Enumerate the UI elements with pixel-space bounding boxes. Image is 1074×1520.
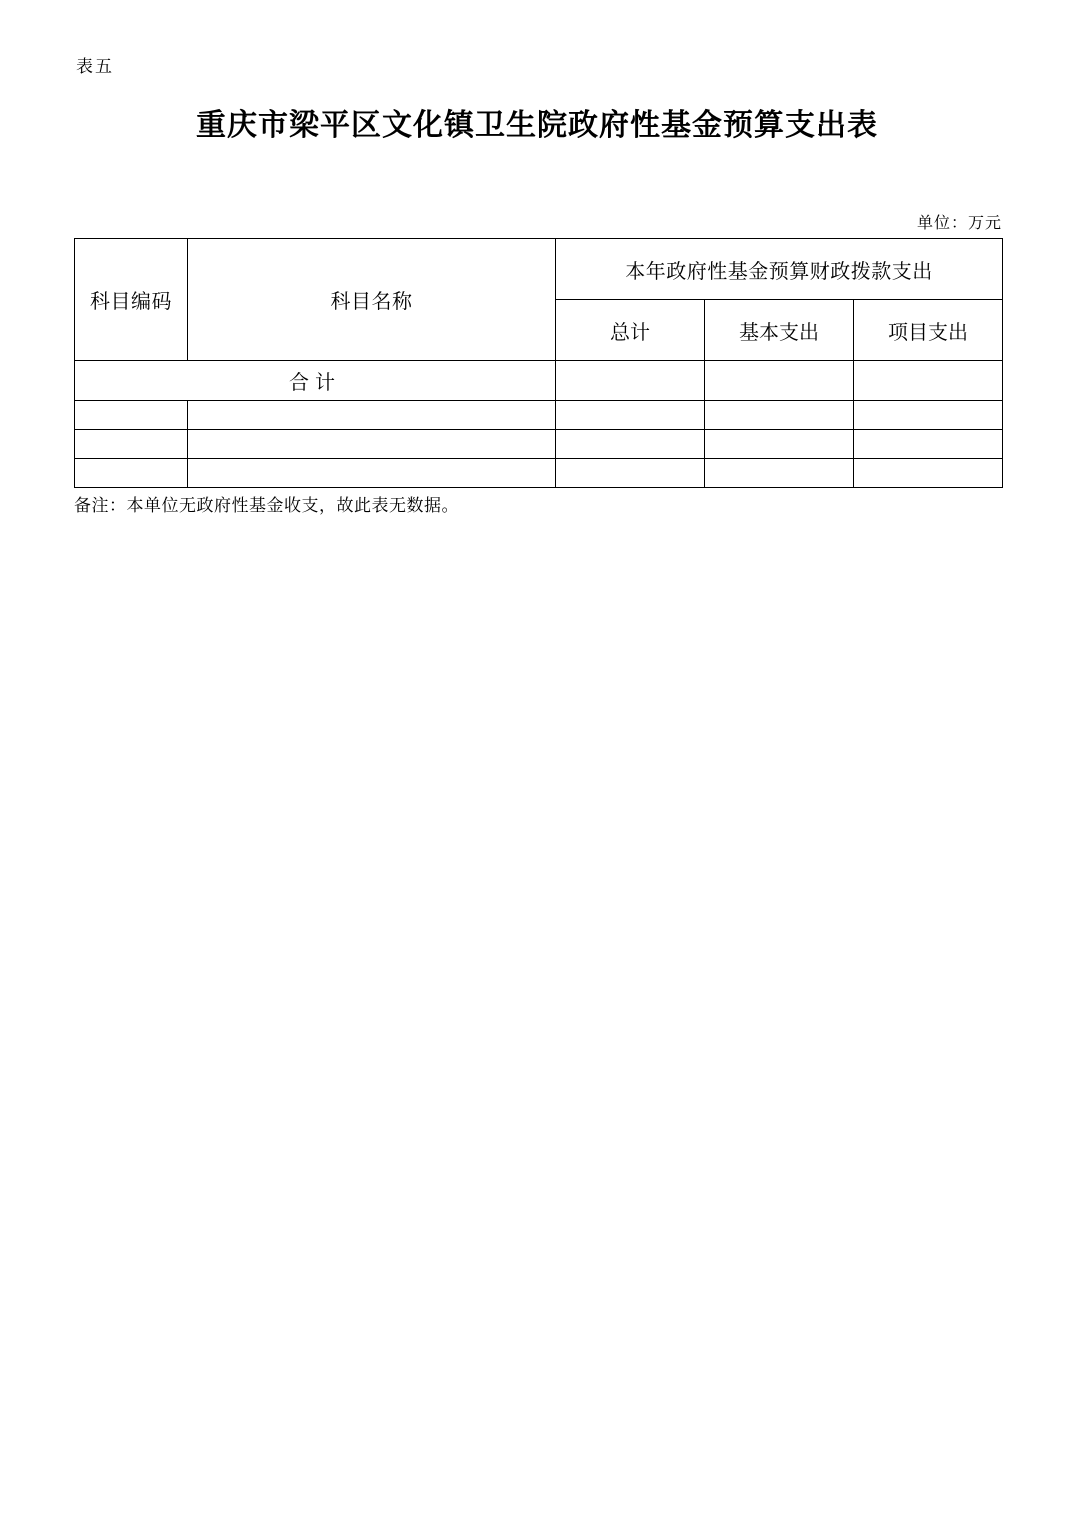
header-total: 总计 [556,300,705,361]
cell-project [854,401,1003,430]
cell-code [75,401,188,430]
page-title: 重庆市梁平区文化镇卫生院政府性基金预算支出表 [196,109,878,142]
remark-note: 备注：本单位无政府性基金收支，故此表无数据。 [74,496,459,516]
cell-total [556,430,705,459]
header-project-expenditure: 项目支出 [854,300,1003,361]
cell-code [75,430,188,459]
table-body [75,361,1003,488]
table-row [75,430,1003,459]
unit-note: 单位：万元 [916,213,1002,232]
table-row [75,459,1003,488]
form-label: 表五 [76,57,114,77]
cell-basic [705,401,854,430]
header-basic-expenditure: 基本支出 [705,300,854,361]
cell-name [188,401,556,430]
table-row-total [75,361,1003,401]
cell-total [556,459,705,488]
cell-code [75,459,188,488]
cell-basic [705,459,854,488]
cell-project [854,459,1003,488]
budget-table [74,238,1003,488]
header-row-top [75,239,1003,300]
cell-name [188,459,556,488]
header-group-funding-expenditure: 本年政府性基金预算财政拨款支出 [556,239,1003,300]
total-row-label: 合计 [75,361,556,401]
cell-basic [705,430,854,459]
cell-total [556,401,705,430]
budget-table-container [74,238,1002,488]
cell-name [188,430,556,459]
total-row-basic-value [705,361,854,401]
table-row [75,401,1003,430]
total-row-total-value [556,361,705,401]
header-name: 科目名称 [188,239,556,361]
table-header [75,239,1003,361]
total-row-project-value [854,361,1003,401]
cell-project [854,430,1003,459]
header-code: 科目编码 [75,239,188,361]
